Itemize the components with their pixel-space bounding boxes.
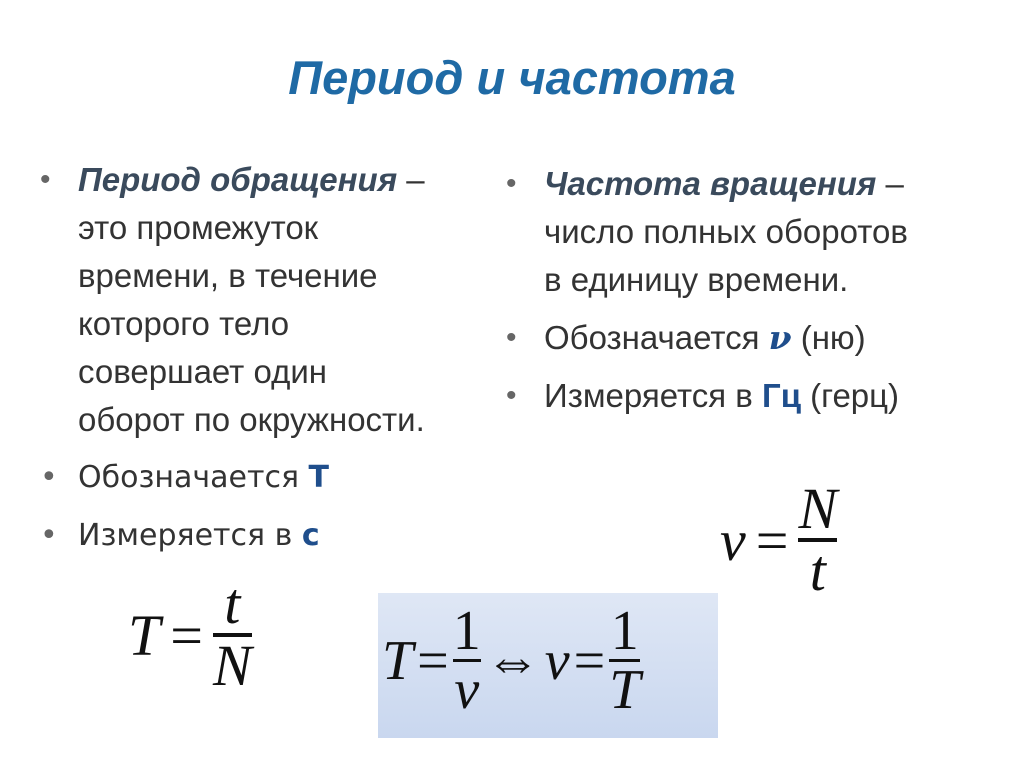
frequency-unit: Гц bbox=[761, 377, 801, 414]
relation-fraction-2 bbox=[609, 600, 641, 721]
period-line-5: оборот по окружности. bbox=[78, 401, 425, 438]
frequency-measured-label: Измеряется в bbox=[544, 377, 762, 414]
frequency-symbol: ν bbox=[768, 318, 792, 357]
relation-formula bbox=[382, 600, 641, 721]
frequency-denoted-note: (ню) bbox=[791, 319, 866, 356]
frequency-dash: – bbox=[876, 165, 904, 202]
period-term: Период обращения bbox=[78, 161, 398, 198]
bullet: • bbox=[506, 167, 517, 200]
period-column bbox=[40, 156, 510, 560]
frequency-denoted bbox=[506, 314, 1016, 362]
frequency-formula-lhs: ν bbox=[720, 507, 746, 573]
period-formula-numerator: t bbox=[224, 571, 241, 636]
period-denoted bbox=[40, 454, 510, 502]
bullet: • bbox=[506, 379, 517, 412]
frequency-formula-numerator: N bbox=[798, 476, 838, 541]
relation-equals-2: = bbox=[573, 629, 606, 692]
period-formula bbox=[128, 571, 252, 698]
frequency-measured bbox=[506, 372, 1016, 420]
frequency-formula bbox=[720, 476, 838, 603]
bullet: • bbox=[506, 321, 517, 354]
frequency-formula-equals: = bbox=[755, 507, 789, 573]
period-line-1: это промежуток bbox=[78, 209, 319, 246]
frequency-term: Частота вращения bbox=[544, 165, 877, 202]
relation-numerator-1: 1 bbox=[452, 600, 481, 662]
period-line-2: времени, в течение bbox=[78, 257, 378, 294]
bullet: • bbox=[40, 460, 58, 495]
relation-lhs-1: T bbox=[382, 629, 414, 692]
period-line-3: которого тело bbox=[78, 305, 290, 342]
relation-fraction-1 bbox=[452, 600, 481, 721]
frequency-formula-fraction bbox=[798, 476, 838, 603]
frequency-definition bbox=[506, 160, 1016, 304]
period-formula-fraction bbox=[212, 571, 252, 698]
period-formula-lhs: T bbox=[128, 602, 161, 668]
period-line-4: совершает один bbox=[78, 353, 327, 390]
frequency-denoted-label: Обозначается bbox=[544, 319, 769, 356]
relation-numerator-2: 1 bbox=[610, 600, 639, 662]
period-measured-label: Измеряется в bbox=[78, 518, 302, 553]
period-dash: – bbox=[397, 161, 425, 198]
period-formula-denominator: N bbox=[212, 633, 252, 698]
period-unit: с bbox=[301, 518, 320, 553]
equivalence-arrow-icon: ⇔ bbox=[484, 629, 541, 692]
relation-lhs-2: ν bbox=[544, 629, 570, 692]
period-definition bbox=[40, 156, 510, 444]
period-symbol: Т bbox=[308, 460, 330, 495]
frequency-formula-denominator: t bbox=[809, 538, 826, 603]
period-measured bbox=[40, 512, 510, 560]
bullet: • bbox=[40, 518, 58, 553]
relation-denominator-1: ν bbox=[454, 659, 480, 721]
frequency-line-1: число полных оборотов bbox=[544, 213, 908, 250]
period-denoted-label: Обозначается bbox=[78, 460, 309, 495]
frequency-measured-note: (герц) bbox=[800, 377, 900, 414]
frequency-line-2: в единицу времени. bbox=[544, 261, 849, 298]
relation-denominator-2: T bbox=[609, 659, 641, 721]
page-title: Период и частота bbox=[288, 51, 736, 104]
bullet: • bbox=[40, 163, 51, 196]
frequency-column bbox=[506, 160, 1016, 420]
period-formula-equals: = bbox=[170, 602, 203, 668]
relation-equals-1: = bbox=[417, 629, 449, 692]
